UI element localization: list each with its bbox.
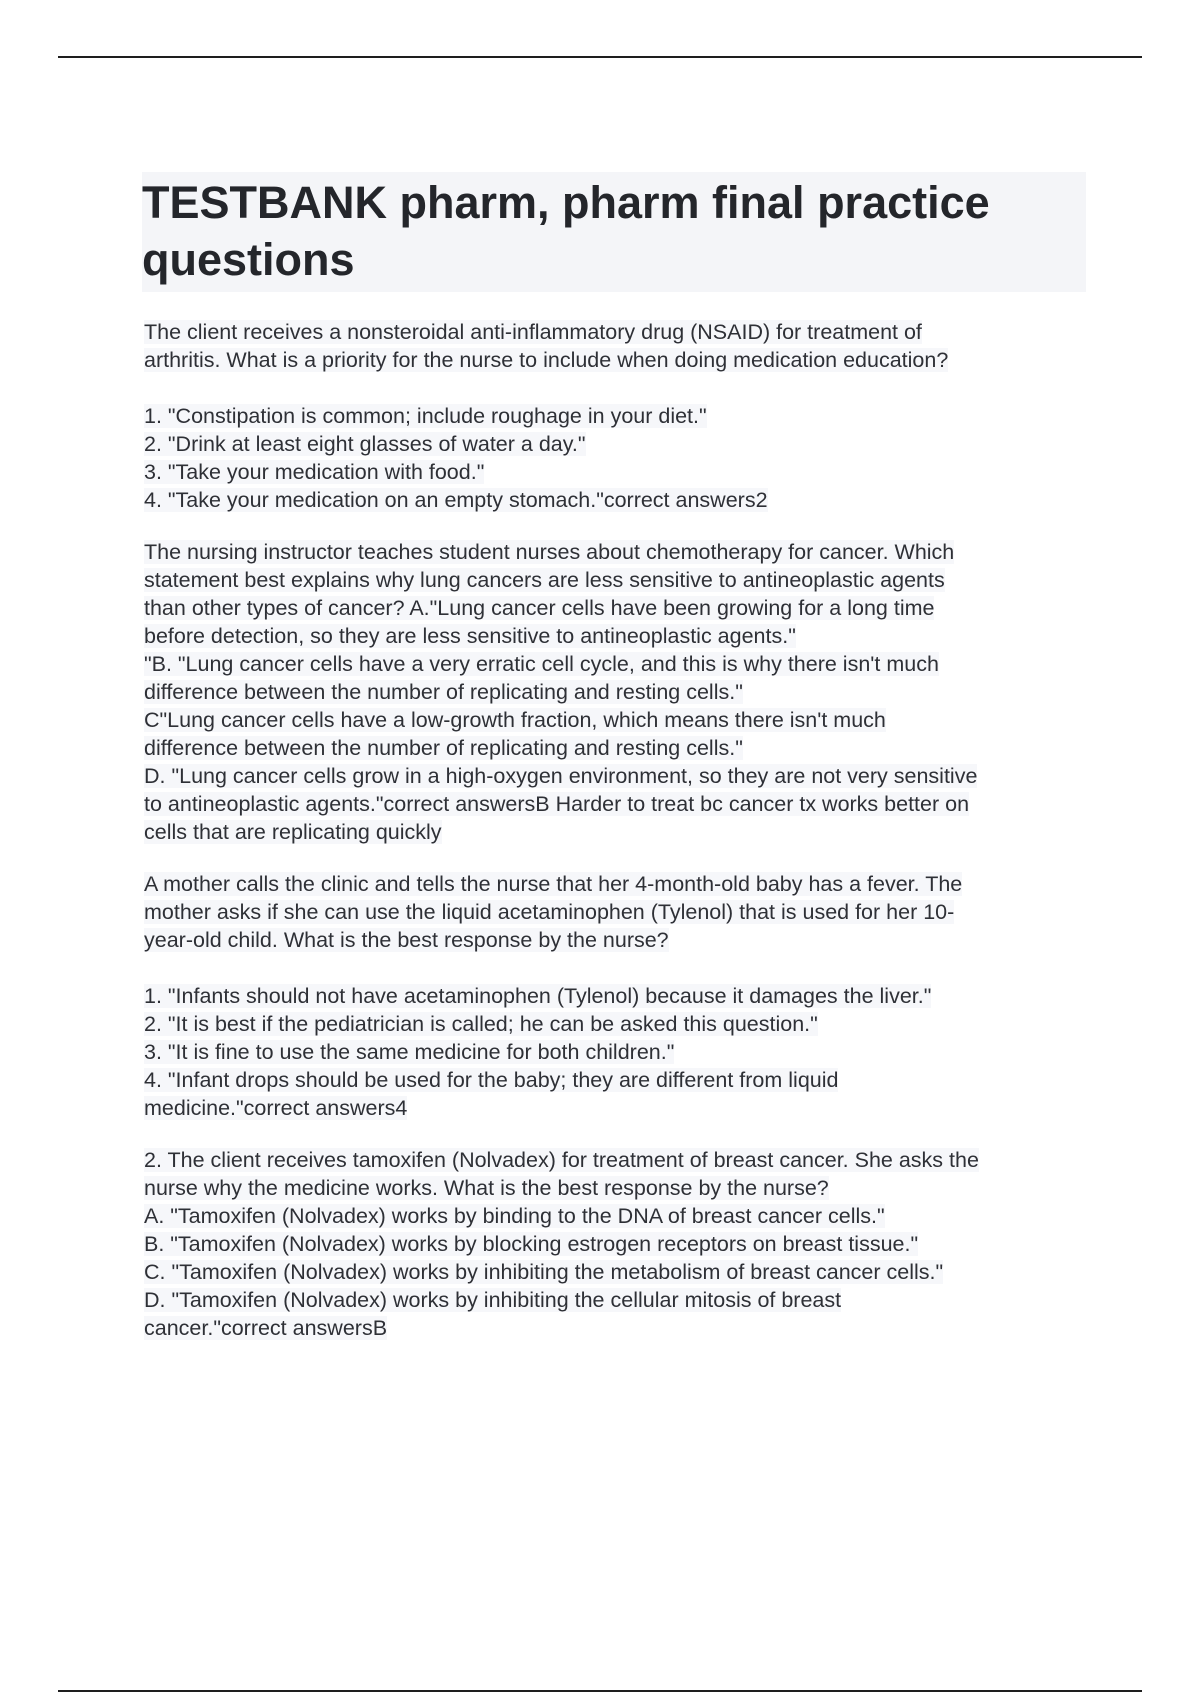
answer-option: C. "Tamoxifen (Nolvadex) works by inhibiting the metabolism of breast cancer cells." xyxy=(144,1260,944,1284)
question-stem-line: D. "Lung cancer cells grow in a high-oxygen environment, so they are not very sensitive xyxy=(144,764,978,788)
question-3 xyxy=(144,870,1090,1122)
bottom-rule xyxy=(58,1690,1142,1692)
question-stem-line: A mother calls the clinic and tells the nurse that her 4-month-old baby has a fever. The xyxy=(144,872,963,896)
document-body xyxy=(144,172,1090,1342)
question-stem-line: The client receives a nonsteroidal anti-inflammatory drug (NSAID) for treatment of xyxy=(144,320,922,344)
answer-option: 1. "Infants should not have acetaminophen (Tylenol) because it damages the liver." xyxy=(144,984,932,1008)
question-1 xyxy=(144,318,1090,514)
answer-option: 4. "Take your medication on an empty stomach."correct answers2 xyxy=(144,488,768,512)
answer-option: A. "Tamoxifen (Nolvadex) works by binding to the DNA of breast cancer cells." xyxy=(144,1204,885,1228)
question-4 xyxy=(144,1146,1090,1342)
question-stem-line: C"Lung cancer cells have a low-growth fraction, which means there isn't much xyxy=(144,708,886,732)
question-stem-line: The nursing instructor teaches student nurses about chemotherapy for cancer. Which xyxy=(144,540,955,564)
answer-option: 1. "Constipation is common; include roughage in your diet." xyxy=(144,404,707,428)
answer-option: 2. "Drink at least eight glasses of water a day." xyxy=(144,432,586,456)
question-stem-line: 2. The client receives tamoxifen (Nolvadex) for treatment of breast cancer. She asks the xyxy=(144,1148,979,1172)
question-stem-line: year-old child. What is the best response by the nurse? xyxy=(144,928,669,952)
answer-option: medicine."correct answers4 xyxy=(144,1096,408,1120)
question-stem-line: "B. "Lung cancer cells have a very erratic cell cycle, and this is why there isn't much xyxy=(144,652,939,676)
question-stem-line: difference between the number of replicating and resting cells." xyxy=(144,680,743,704)
answer-option: 4. "Infant drops should be used for the baby; they are different from liquid xyxy=(144,1068,839,1092)
answer-option: cancer."correct answersB xyxy=(144,1316,388,1340)
answer-option: B. "Tamoxifen (Nolvadex) works by blocking estrogen receptors on breast tissue." xyxy=(144,1232,919,1256)
answer-option: 3. "Take your medication with food." xyxy=(144,460,485,484)
question-2 xyxy=(144,538,1090,846)
title-line: questions xyxy=(142,234,355,285)
title-box xyxy=(142,172,1086,292)
answer-option: 2. "It is best if the pediatrician is called; he can be asked this question." xyxy=(144,1012,818,1036)
question-stem-line: nurse why the medicine works. What is the best response by the nurse? xyxy=(144,1176,829,1200)
page-title xyxy=(142,174,1086,288)
answer-option: D. "Tamoxifen (Nolvadex) works by inhibiting the cellular mitosis of breast xyxy=(144,1288,842,1312)
question-stem-line: cells that are replicating quickly xyxy=(144,820,442,844)
title-line: TESTBANK pharm, pharm final practice xyxy=(142,177,990,228)
question-stem-line: to antineoplastic agents."correct answersB Harder to treat bc cancer tx works better on xyxy=(144,792,970,816)
question-stem-line: before detection, so they are less sensitive to antineoplastic agents." xyxy=(144,624,796,648)
question-stem-line: arthritis. What is a priority for the nurse to include when doing medication education? xyxy=(144,348,949,372)
question-stem-line: mother asks if she can use the liquid acetaminophen (Tylenol) that is used for her 10- xyxy=(144,900,955,924)
question-stem-line: statement best explains why lung cancers are less sensitive to antineoplastic agents xyxy=(144,568,945,592)
top-rule xyxy=(58,56,1142,58)
answer-option: 3. "It is fine to use the same medicine for both children." xyxy=(144,1040,675,1064)
question-stem-line: than other types of cancer? A."Lung cancer cells have been growing for a long time xyxy=(144,596,935,620)
question-stem-line: difference between the number of replicating and resting cells." xyxy=(144,736,743,760)
